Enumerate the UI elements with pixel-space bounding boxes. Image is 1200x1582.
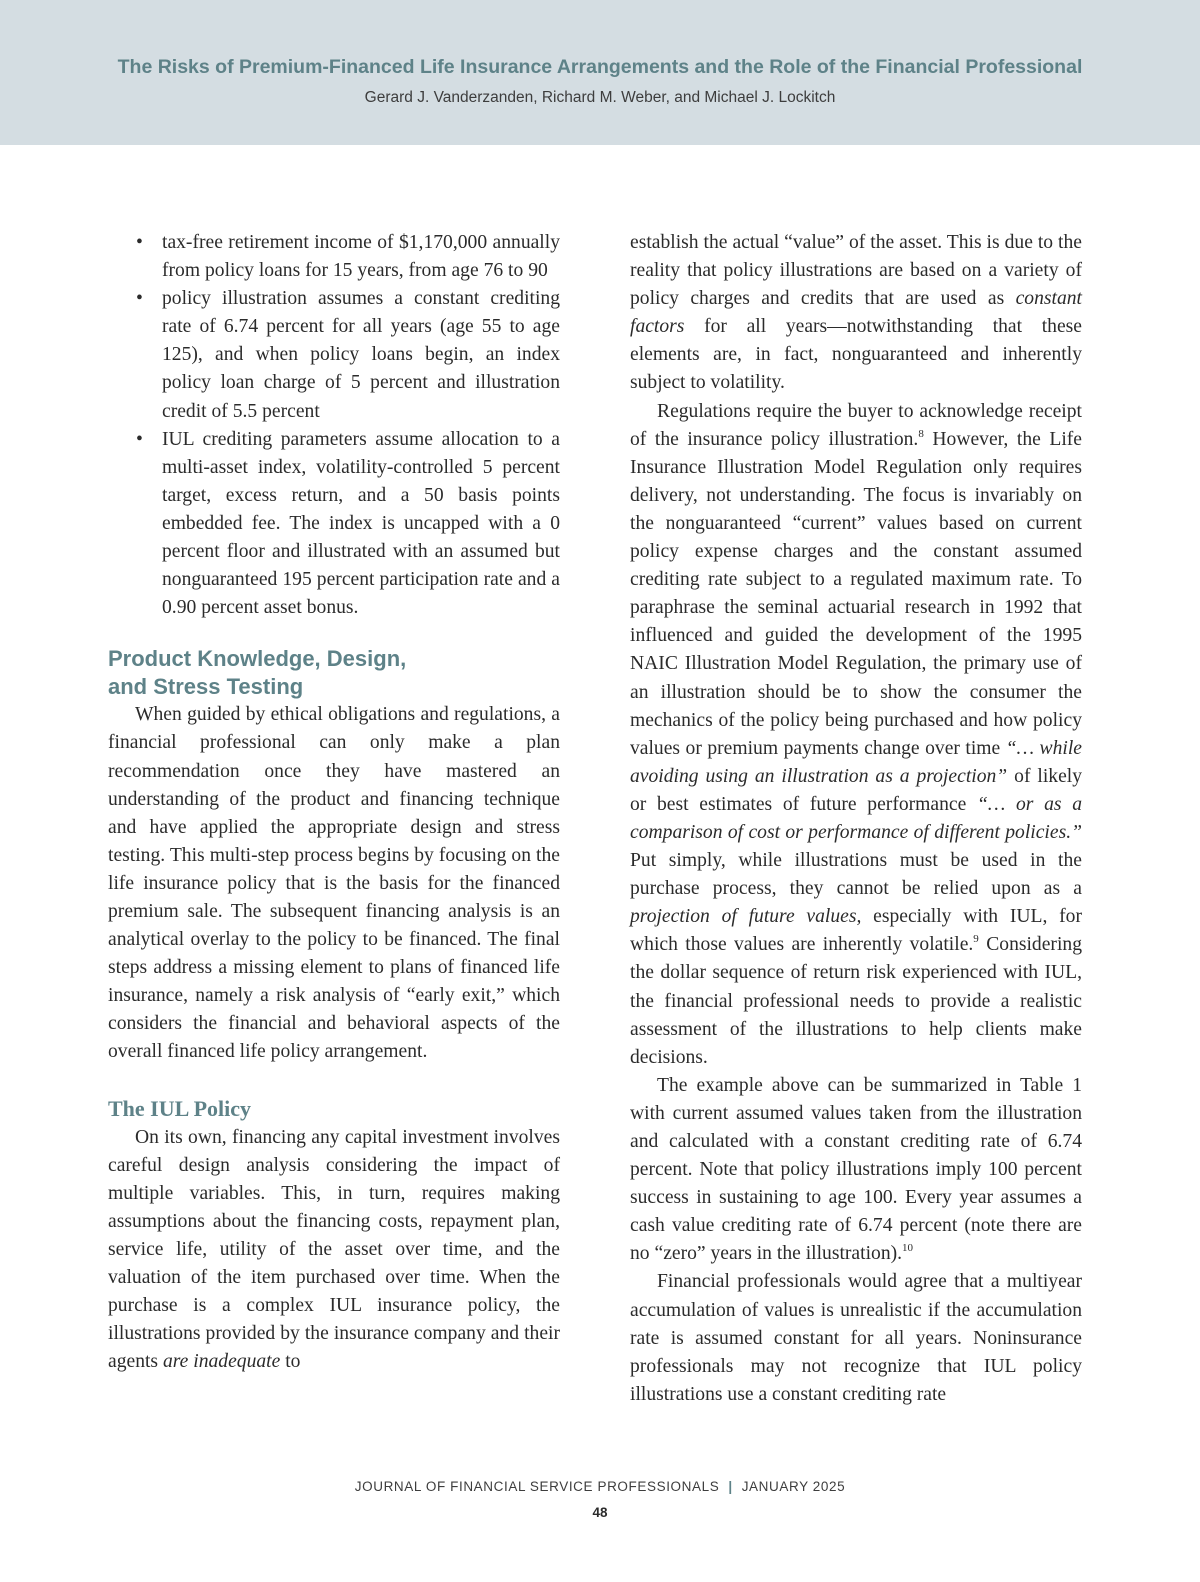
list-item: • IUL crediting parameters assume allocation to a multi-asset index, volatility-controlled 5 percent target, excess return, and a 50 basis points embedded fee. The index is uncapped with a 0 percent floor and illustrated with an assumed but nonguaranteed 195 percent participation rate and a 0.90 percent asset bonus.: [162, 426, 560, 623]
list-item: • policy illustration assumes a constant crediting rate of 6.74 percent for all years (age 55 to age 125), and when policy loans begin, an index policy loan charge of 5 percent and illustration credit of 5.5 percent: [162, 285, 560, 425]
body-paragraph: The example above can be summarized in Table 1 with current assumed values taken from the illustration and calculated with a constant crediting rate of 6.74 percent. Note that policy illustrations imply 100 percent success in sustaining to age 100. Every year assumes a cash value crediting rate of 6.74 percent (note there are no “zero” years in the illustration).$^{10}$: [630, 1074, 1082, 1265]
body-paragraph: establish the actual “value” of the asset. This is due to the reality that policy illustrations are based on a variety of policy charges and credits that are used as constant factors for all years—notwithstanding that these elements are, in fact, nonguaranteed and inherently subject to volatility.: [630, 232, 1082, 394]
body-paragraph: Regulations require the buyer to acknowledge receipt of the insurance policy illustration.$^8$ However, the Life Insurance Illustration Model Regulation only requires delivery, not understanding. The focus is invariably on the nonguaranteed “current” values based on current policy expense charges and the constant assumed crediting rate subject to a regulated maximum rate. To paraphrase the seminal actuarial research in 1992 that influenced and guided the development of the 1995 NAIC Illustration Model Regulation, the primary use of an illustration should be to show the consumer the mechanics of the policy being purchased and how policy values or premium payments change over time “… while avoiding using an illustration as a projection” of likely or best estimates of future performance “… or as a comparison of cost or performance of different policies.” Put simply, while illustrations must be used in the purchase process, they cannot be relied upon as a projection of future values, especially with IUL, for which those values are inherently volatile.$^9$ Considering the dollar sequence of return risk experienced with IUL, the financial professional needs to provide a realistic assessment of the illustrations to help clients make decisions.: [630, 400, 1083, 1068]
footer-separator: |: [728, 1479, 733, 1494]
body-paragraph: When guided by ethical obligations and regulations, a financial professional can only make a plan recommendation once they have mastered an understanding of the product and financing technique and have applied the appropriate design and stress testing. This multi-step process begins by focusing on the life insurance policy that is the basis for the financed premium sale. The subsequent financing analysis is an analytical overlay to the policy to be financed. The final steps address a missing element to plans of financed life insurance, namely a risk analysis of “early exit,” which considers the financial and behavioral aspects of the overall financed life policy arrangement.: [108, 704, 560, 1063]
article-title: The Risks of Premium-Financed Life Insurance Arrangements and the Role of the Financial Professional: [117, 56, 1083, 78]
left-column: [108, 229, 560, 1376]
bullet-icon: •: [136, 288, 143, 310]
bullet-icon: •: [136, 428, 143, 450]
issue-date: JANUARY 2025: [741, 1479, 846, 1494]
footnote-ref: 10: [902, 1242, 914, 1255]
page-number: 48: [592, 1505, 608, 1520]
page-footer: [0, 1479, 1200, 1494]
bullet-list: [108, 229, 560, 622]
section-heading: Product Knowledge, Design, and Stress Testing: [108, 646, 407, 700]
page-header: [0, 0, 1200, 145]
body-paragraph: Financial professionals would agree that a multiyear accumulation of values is unrealistic if the accumulation rate is assumed constant for all years. Noninsurance professionals may not recognize that IUL policy illustrations use a constant crediting rate: [630, 1271, 1082, 1405]
article-authors: Gerard J. Vanderzanden, Richard M. Weber, and Michael J. Lockitch: [364, 89, 836, 106]
list-item: • tax-free retirement income of $1,170,000 annually from policy loans for 15 years, from age 76 to 90: [162, 229, 560, 285]
subsection-heading: The IUL Policy: [108, 1095, 252, 1121]
journal-name: JOURNAL OF FINANCIAL SERVICE PROFESSIONALS: [354, 1479, 720, 1494]
footnote-ref: 9: [973, 933, 979, 946]
right-column: [630, 229, 1082, 1409]
bullet-icon: •: [136, 232, 143, 253]
body-paragraph: On its own, financing any capital investment involves careful design analysis considering the impact of multiple variables. This, in turn, requires making assumptions about the financing costs, repayment plan, service life, utility of the asset over time, and the valuation of the item purchased over time. When the purchase is a complex IUL insurance policy, the illustrations provided by the insurance company and their agents are inadequate to: [108, 1126, 560, 1373]
footnote-ref: 8: [918, 427, 924, 440]
